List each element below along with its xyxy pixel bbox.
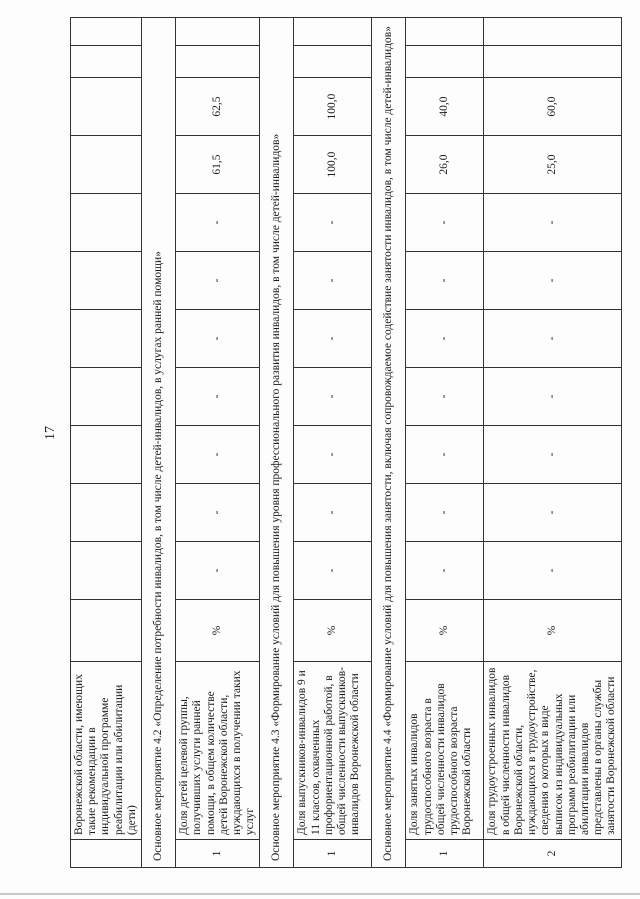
unit-cell: %	[484, 600, 621, 662]
bottom-edge-line	[0, 893, 640, 895]
rotated-table-container	[70, 26, 618, 868]
section-row	[142, 18, 176, 868]
value-cell	[294, 18, 372, 46]
value-cell: -	[484, 368, 621, 426]
value-cell	[484, 46, 621, 78]
row-number: 2	[484, 840, 621, 868]
value-cell: 26,0	[406, 136, 484, 194]
value-cell: -	[294, 310, 372, 368]
indicator-name: Доля трудоустроенных инвалидов в общей численности инвалидов Воронежской области, нуждающихся в трудоустройстве, сведения о которых в виде выписок из индивидуальных программ реабилитации или абилитации инвалидов представлены в органы службы занятости Воронежской области	[484, 662, 621, 840]
section-title: Основное мероприятие 4.2 «Определение потребности инвалидов, в том числе детей-инвалидов, в услугах ранней помощи»	[142, 18, 176, 868]
value-cell: 40,0	[406, 78, 484, 136]
value-cell	[71, 194, 142, 252]
value-cell	[71, 368, 142, 426]
value-cell: -	[406, 252, 484, 310]
value-cell: 100,0	[294, 136, 372, 194]
row-number: 1	[176, 840, 260, 868]
value-cell	[71, 310, 142, 368]
value-cell	[71, 252, 142, 310]
value-cell: -	[484, 194, 621, 252]
value-cell: -	[176, 310, 260, 368]
table-row	[294, 18, 372, 868]
value-cell	[71, 542, 142, 600]
page-number: 17	[43, 426, 58, 440]
value-cell: -	[176, 252, 260, 310]
indicator-name: Доля выпускников-инвалидов 9 и 11 классов, охваченных профориентационной работой, в общей численности выпускников-инвалидов Воронежской области	[294, 662, 372, 840]
table-row	[71, 18, 142, 868]
value-cell	[406, 46, 484, 78]
unit-cell: %	[176, 600, 260, 662]
value-cell	[71, 18, 142, 46]
table-row	[406, 18, 484, 868]
value-cell: 60,0	[484, 78, 621, 136]
table-row	[176, 18, 260, 868]
indicator-name: Доля занятых инвалидов трудоспособного возраста в общей численности инвалидов трудоспособного возраста Воронежской области	[406, 662, 484, 840]
value-cell	[294, 46, 372, 78]
unit-cell: %	[294, 600, 372, 662]
section-row	[260, 18, 294, 868]
value-cell: -	[294, 484, 372, 542]
value-cell: 100,0	[294, 78, 372, 136]
value-cell: -	[176, 426, 260, 484]
value-cell: -	[176, 194, 260, 252]
section-title: Основное мероприятие 4.3 «Формирование условий для повышения уровня профессионального развития инвалидов, в том числе детей-инвалидов»	[260, 18, 294, 868]
indicator-name: Воронежской области, имеющих такие рекомендации в индивидуальной программе реабилитации или абилитации (дети)	[71, 662, 142, 840]
value-cell	[484, 18, 621, 46]
value-cell	[71, 426, 142, 484]
value-cell: -	[294, 426, 372, 484]
value-cell	[406, 18, 484, 46]
value-cell	[71, 484, 142, 542]
value-cell: -	[406, 368, 484, 426]
value-cell	[71, 78, 142, 136]
value-cell: -	[294, 368, 372, 426]
section-row	[372, 18, 406, 868]
value-cell: -	[406, 426, 484, 484]
value-cell: 25,0	[484, 136, 621, 194]
value-cell: -	[484, 542, 621, 600]
value-cell	[176, 46, 260, 78]
value-cell: -	[176, 484, 260, 542]
value-cell: -	[484, 484, 621, 542]
row-number: 1	[294, 840, 372, 868]
value-cell	[71, 46, 142, 78]
row-number: 1	[406, 840, 484, 868]
value-cell: 62,5	[176, 78, 260, 136]
value-cell: -	[484, 252, 621, 310]
value-cell: -	[294, 194, 372, 252]
row-number	[71, 840, 142, 868]
value-cell	[71, 136, 142, 194]
value-cell: -	[294, 252, 372, 310]
value-cell: -	[294, 542, 372, 600]
value-cell: -	[484, 310, 621, 368]
value-cell: -	[406, 310, 484, 368]
indicator-name: Доля детей целевой группы, получивших услуги ранней помощи, в общем количестве детей Воронежской области, нуждающихся в получении таких услуг	[176, 662, 260, 840]
unit-cell	[71, 600, 142, 662]
value-cell: -	[406, 542, 484, 600]
table-row	[484, 18, 621, 868]
value-cell: -	[484, 426, 621, 484]
value-cell: -	[406, 484, 484, 542]
value-cell: -	[406, 194, 484, 252]
value-cell	[176, 18, 260, 46]
section-title: Основное мероприятие 4.4 «Формирование условий для повышения занятости, включая сопровождаемое содействие занятости инвалидов, в том числе детей-инвалидов»	[372, 18, 406, 868]
unit-cell: %	[406, 600, 484, 662]
indicators-table	[70, 17, 622, 868]
value-cell: 61,5	[176, 136, 260, 194]
value-cell: -	[176, 542, 260, 600]
value-cell: -	[176, 368, 260, 426]
